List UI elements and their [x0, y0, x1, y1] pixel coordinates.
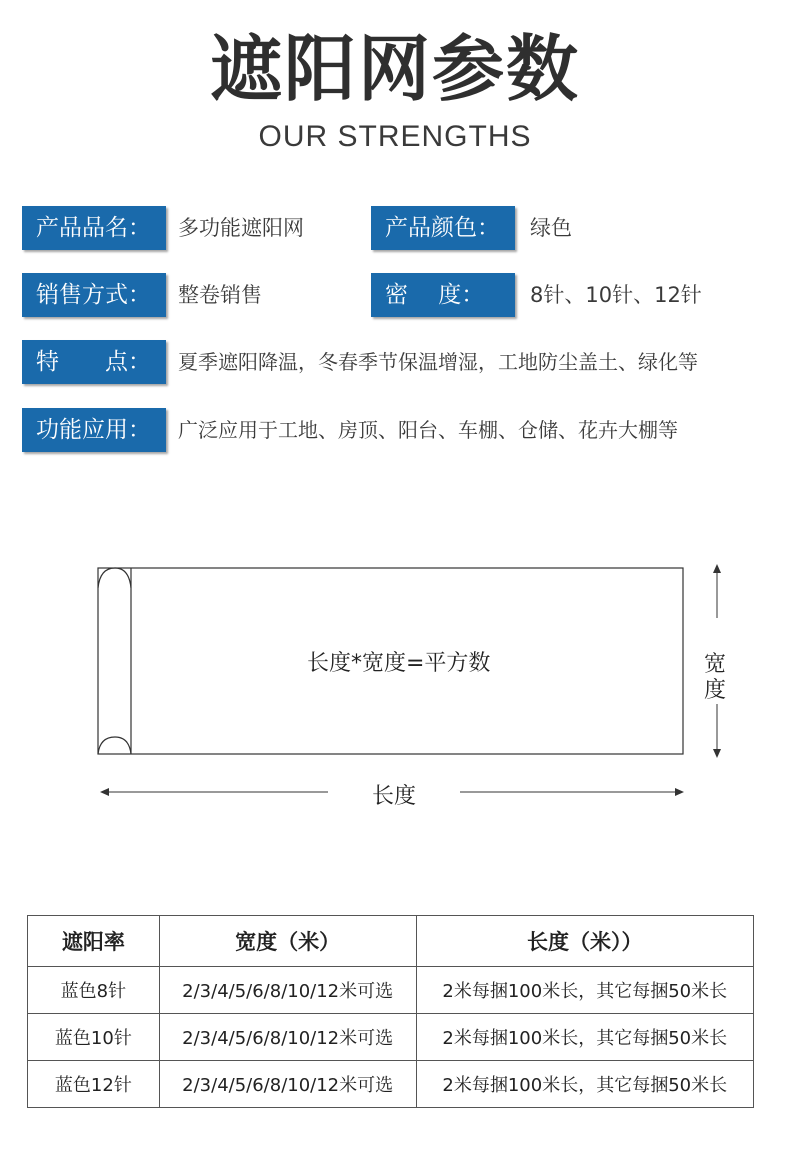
- cell-shade-rate: 蓝色8针: [28, 967, 160, 1014]
- width-arrowhead-bottom: [713, 749, 721, 758]
- table-row: [28, 1014, 754, 1061]
- cell-width: 2/3/4/5/6/8/10/12米可选: [159, 1061, 416, 1108]
- header-length: 长度（米））: [416, 916, 753, 967]
- sales-method-value: 整卷销售: [178, 283, 262, 307]
- sales-method-label: 销售方式：: [22, 273, 166, 317]
- spec-table: [27, 915, 754, 1108]
- cell-length: 2米每捆100米长，其它每捆50米长: [416, 1061, 753, 1108]
- cell-width: 2/3/4/5/6/8/10/12米可选: [159, 1014, 416, 1061]
- header-shade-rate: 遮阳率: [28, 916, 160, 967]
- roll-top-curl: [98, 568, 131, 588]
- density-value: 8针、10针、12针: [530, 283, 702, 307]
- length-label: 长度: [372, 784, 417, 809]
- feature-value: 夏季遮阳降温，冬春季节保温增湿，工地防尘盖土、绿化等: [178, 350, 698, 374]
- cell-shade-rate: 蓝色10针: [28, 1014, 160, 1061]
- density-label: 密 度：: [371, 273, 515, 317]
- usage-label: 功能应用：: [22, 408, 166, 452]
- length-arrowhead-right: [675, 788, 684, 796]
- cell-shade-rate: 蓝色12针: [28, 1061, 160, 1108]
- width-label-char-2: 度: [704, 678, 727, 703]
- product-name-value: 多功能遮阳网: [178, 216, 304, 240]
- length-arrowhead-left: [100, 788, 109, 796]
- table-header-row: [28, 916, 754, 967]
- width-arrowhead-top: [713, 564, 721, 573]
- product-color-value: 绿色: [530, 216, 572, 240]
- header-width: 宽度（米）: [159, 916, 416, 967]
- cell-width: 2/3/4/5/6/8/10/12米可选: [159, 967, 416, 1014]
- table-row: [28, 1061, 754, 1108]
- area-formula: 长度*宽度=平方数: [307, 651, 491, 676]
- cell-length: 2米每捆100米长，其它每捆50米长: [416, 1014, 753, 1061]
- width-label-char-1: 宽: [704, 652, 727, 677]
- product-name-label: 产品品名：: [22, 206, 166, 250]
- roll-bottom-curl: [98, 737, 131, 754]
- table-row: [28, 967, 754, 1014]
- product-color-label: 产品颜色：: [371, 206, 515, 250]
- cell-length: 2米每捆100米长，其它每捆50米长: [416, 967, 753, 1014]
- usage-value: 广泛应用于工地、房顶、阳台、车棚、仓储、花卉大棚等: [178, 418, 678, 442]
- page-title: 遮阳网参数: [209, 27, 580, 111]
- feature-label: 特 点：: [22, 340, 166, 384]
- page-subtitle: OUR STRENGTHS: [258, 120, 532, 153]
